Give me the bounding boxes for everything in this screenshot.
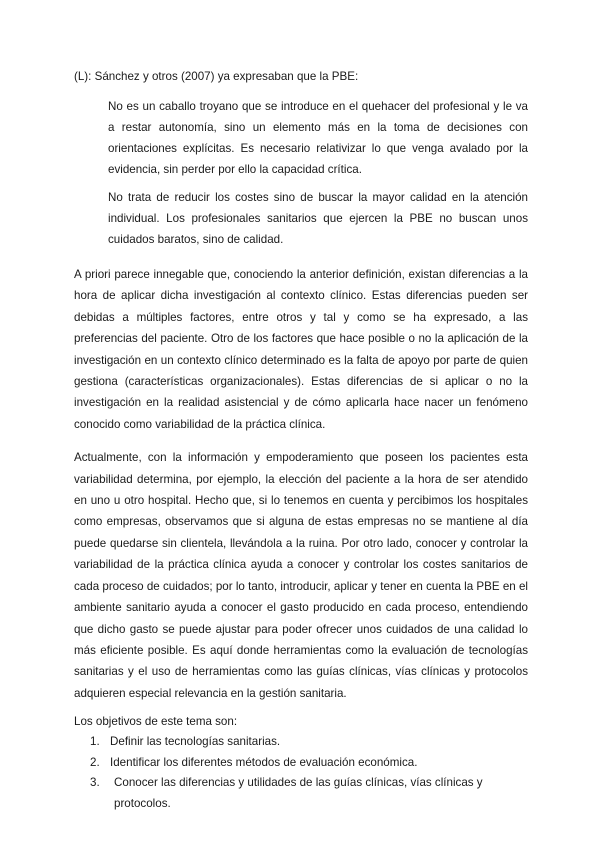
objective-item [90,753,528,774]
quote-paragraph-2: No trata de reducir los costes sino de buscar la mayor calidad en la atención individual. Los profesionales sanitarios que ejercen la PBE no buscan unos cuidados baratos, sino de calidad. [108,191,528,246]
document-page [74,66,528,814]
objective-text: Identificar los diferentes métodos de evaluación económica. [110,755,418,769]
body-paragraph-2: Actualmente, con la información y empoderamiento que poseen los pacientes esta variabilidad determina, por ejemplo, la elección del paciente a la hora de ser atendido en uno u otro hospital. Hecho que, si lo tenemos en cuenta y percibimos los hospitales como empresas, observamos que si alguna de estas empresas no se mantiene al día puede quedarse sin clientela, llevándola a la ruina. Por otro lado, conocer y controlar la variabilidad de la práctica clínica ayuda a conocer y controlar los costes sanitarios de cada proceso de cuidados; por lo tanto, introducir, aplicar y tener en cuenta la PBE en el ambiente sanitario ayuda a conocer el gasto producido en cada proceso, entendiendo que dicho gasto se puede ajustar para poder ofrecer unos cuidados de una calidad lo más eficiente posible. Es aquí donde herramientas como la evaluación de tecnologías sanitarias y el uso de herramientas como las guías clínicas, vías clínicas y protocolos adquieren especial relevancia en la gestión sanitaria. [74,451,528,700]
objective-text: Conocer las diferencias y utilidades de las guías clínicas, vías clínicas y protocolos. [114,776,483,810]
objective-number: 3. [90,776,100,790]
objective-number: 2. [90,755,100,769]
objective-number: 1. [90,735,100,749]
objectives-title: Los objetivos de este tema son: [74,715,238,729]
objectives-list [74,732,528,814]
block-quote [108,96,528,250]
intro-line: (L): Sánchez y otros (2007) ya expresaban que la PBE: [74,70,359,83]
objective-text: Definir las tecnologías sanitarias. [110,735,281,749]
objective-item [90,773,528,814]
objective-item [90,732,528,753]
quote-paragraph-1: No es un caballo troyano que se introduce en el quehacer del profesional y le va a restar autonomía, sino un elemento más en la toma de decisiones con orientaciones explícitas. Es necesario relativizar lo que venga avalado por la evidencia, sin perder por ello la capacidad crítica. [108,100,528,176]
body-paragraph-1: A priori parece innegable que, conociendo la anterior definición, existan diferencias a la hora de aplicar dicha investigación al contexto clínico. Estas diferencias pueden ser debidas a múltiples factores, entre otros y tal y como se ha expresado, a las preferencias del paciente. Otro de los factores que hace posible o no la aplicación de la investigación en un contexto clínico determinado es la falta de apoyo por parte de quien gestiona (características organizacionales). Estas diferencias de si aplicar o no la investigación en la realidad asistencial y de cómo aplicarla hace nacer un fenómeno conocido como variabilidad de la práctica clínica. [74,268,528,431]
